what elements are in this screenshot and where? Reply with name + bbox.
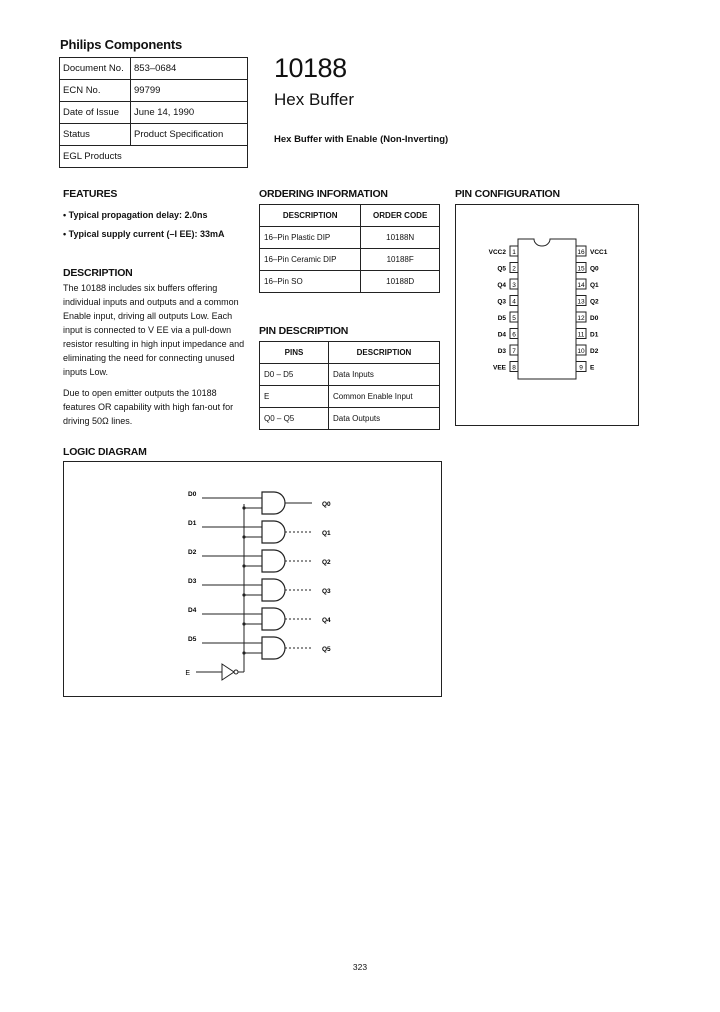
table-cell: 10188N: [361, 227, 440, 249]
table-cell: Data Outputs: [329, 408, 440, 430]
table-row: [60, 58, 248, 80]
pin-number: 10: [577, 348, 585, 355]
input-label: D4: [188, 607, 197, 614]
description-paragraph-2: Due to open emitter outputs the 10188 features OR capability with high fan-out for driving 50Ω lines.: [63, 388, 234, 426]
junction-dot: [242, 651, 245, 654]
output-label: Q0: [322, 501, 331, 508]
output-label: Q5: [322, 646, 331, 653]
and-gate: [262, 608, 285, 630]
pin-label: Q3: [497, 298, 506, 306]
logic-diagram-box: [63, 461, 442, 697]
and-gate: [262, 579, 285, 601]
output-label: Q3: [322, 588, 331, 595]
pin-label: VCC2: [488, 249, 506, 256]
description-heading: DESCRIPTION: [63, 267, 133, 279]
left-pins: [489, 246, 518, 372]
pin-label: Q5: [497, 265, 506, 273]
pin-label: D0: [590, 315, 599, 322]
junction-dot: [242, 535, 245, 538]
table-row: [260, 249, 440, 271]
pin-label: D5: [497, 315, 506, 322]
list-item: • Typical propagation delay: 2.0ns: [63, 206, 225, 225]
doc-info-value: June 14, 1990: [131, 102, 248, 124]
table-cell: 10188D: [361, 271, 440, 293]
table-cell: Common Enable Input: [329, 386, 440, 408]
table-row: [60, 124, 248, 146]
company-name: Philips Components: [60, 37, 183, 52]
pin-label: Q0: [590, 265, 599, 273]
table-row: [60, 80, 248, 102]
pin-number: 3: [512, 282, 516, 289]
table-row: [60, 102, 248, 124]
doc-info-value: Product Specification: [131, 124, 248, 146]
pin-number: 9: [579, 364, 583, 372]
logic-diagram-heading: LOGIC DIAGRAM: [63, 446, 147, 458]
table-row: [60, 146, 248, 168]
table-cell: Q0 – Q5: [260, 408, 329, 430]
pin-number: 6: [512, 331, 516, 339]
pin-label: D1: [590, 331, 599, 339]
column-header: PINS: [260, 342, 329, 364]
table-header-row: [260, 342, 440, 364]
pin-label: D4: [497, 331, 506, 339]
enable-buffer-symbol: [222, 664, 234, 680]
input-label: D5: [188, 636, 197, 643]
pin-configuration-heading: PIN CONFIGURATION: [455, 188, 560, 200]
description-paragraph-1: The 10188 includes six buffers offering individual inputs and outputs and a common Enable input, driving all outputs Low. Each input is connected to V EE via a pull-down resistor resulting in high input impedance and eliminating the need for connecting unused inputs Low.: [63, 283, 245, 377]
junction-dot: [242, 593, 245, 596]
input-label: D3: [188, 578, 197, 585]
doc-info-value: 853–0684: [131, 58, 248, 80]
logic-diagram: [64, 462, 441, 696]
gate-group: [188, 491, 331, 659]
right-pins: [576, 246, 608, 372]
pin-number: 11: [577, 331, 585, 339]
pin-label: Q2: [590, 298, 599, 306]
ordering-heading: ORDERING INFORMATION: [259, 188, 388, 200]
pin-number: 16: [577, 249, 585, 256]
pin-label: VEE: [492, 364, 506, 372]
and-gate: [262, 492, 285, 514]
pin-label: D2: [590, 348, 599, 355]
pin-number: 4: [512, 298, 516, 306]
junction-dot: [242, 622, 245, 625]
table-cell: 16–Pin SO: [260, 271, 361, 293]
features-list: [63, 206, 225, 244]
pin-description-heading: PIN DESCRIPTION: [259, 325, 349, 337]
table-row: [260, 408, 440, 430]
part-title: Hex Buffer: [274, 90, 355, 109]
doc-info-key: Date of Issue: [60, 102, 131, 124]
doc-info-key: Status: [60, 124, 131, 146]
table-cell: E: [260, 386, 329, 408]
input-label: D1: [188, 520, 197, 527]
table-row: [260, 271, 440, 293]
list-item: • Typical supply current (–I EE): 33mA: [63, 225, 225, 244]
pin-number: 8: [512, 364, 516, 372]
table-cell: 16–Pin Plastic DIP: [260, 227, 361, 249]
part-number: 10188: [274, 53, 347, 83]
doc-info-key: ECN No.: [60, 80, 131, 102]
dip-package-diagram: [456, 205, 638, 425]
pin-configuration-box: [455, 204, 639, 426]
doc-info-key: Document No.: [60, 58, 131, 80]
table-row: [260, 386, 440, 408]
table-cell: 16–Pin Ceramic DIP: [260, 249, 361, 271]
part-subtitle: Hex Buffer with Enable (Non-Inverting): [274, 134, 449, 145]
ordering-table: [259, 204, 440, 293]
column-header: DESCRIPTION: [260, 205, 361, 227]
and-gate: [262, 550, 285, 572]
pin-number: 13: [577, 298, 585, 306]
input-label: D2: [188, 549, 197, 556]
pin-label: VCC1: [590, 249, 608, 256]
table-cell: 10188F: [361, 249, 440, 271]
table-cell: D0 – D5: [260, 364, 329, 386]
pin-number: 2: [512, 265, 516, 273]
dip-body: [518, 239, 576, 379]
pin-number: 15: [577, 265, 585, 273]
junction-dot: [242, 564, 245, 567]
pin-number: 12: [577, 315, 585, 322]
output-label: Q2: [322, 559, 331, 566]
document-info-table: [59, 57, 248, 168]
pin-label: Q1: [590, 282, 599, 289]
pin-description-table: [259, 341, 440, 430]
doc-info-key: EGL Products: [60, 146, 248, 168]
page-number: 323: [352, 962, 368, 972]
pin-number: 1: [512, 249, 516, 256]
input-label: D0: [188, 491, 197, 498]
and-gate: [262, 637, 285, 659]
column-header: ORDER CODE: [361, 205, 440, 227]
output-label: Q1: [322, 530, 331, 537]
pin-label: Q4: [497, 282, 506, 289]
table-cell: Data Inputs: [329, 364, 440, 386]
table-header-row: [260, 205, 440, 227]
enable-label: E: [185, 670, 190, 677]
table-row: [260, 227, 440, 249]
pin-number: 7: [512, 348, 516, 355]
pin-label: D3: [497, 348, 506, 355]
features-heading: FEATURES: [63, 188, 118, 200]
pin-label: E: [590, 364, 595, 372]
table-row: [260, 364, 440, 386]
pin-number: 5: [512, 315, 516, 322]
column-header: DESCRIPTION: [329, 342, 440, 364]
doc-info-value: 99799: [131, 80, 248, 102]
pin-number: 14: [577, 282, 585, 289]
junction-dot: [242, 506, 245, 509]
and-gate: [262, 521, 285, 543]
output-label: Q4: [322, 617, 331, 624]
